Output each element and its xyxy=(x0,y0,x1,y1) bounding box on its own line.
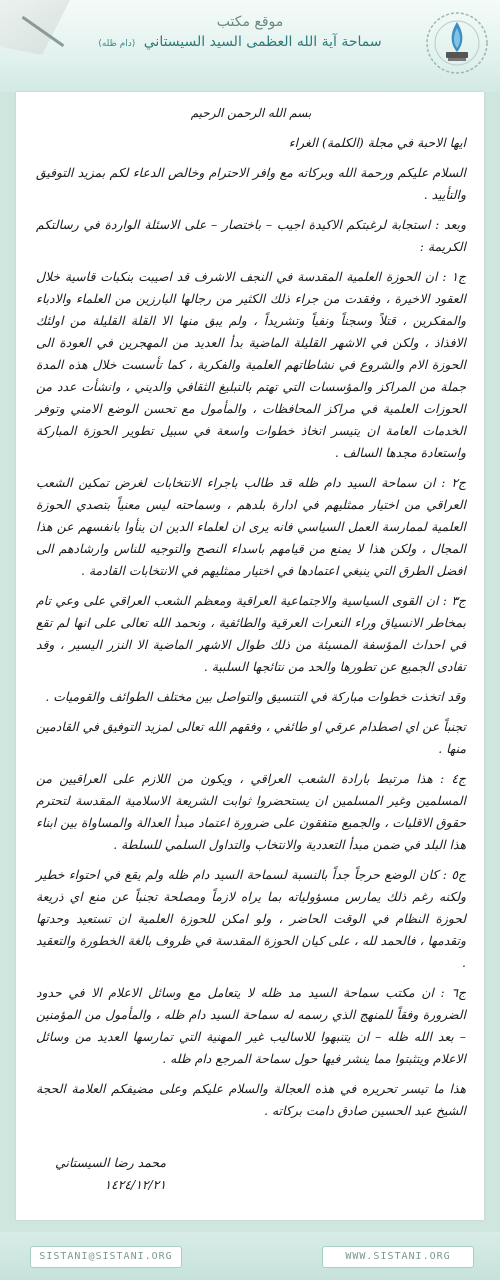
site-name: موقع مكتب xyxy=(216,14,284,30)
site-title-text: سماحة آية الله العظمى السيد السيستاني xyxy=(143,34,382,50)
letter-paragraph: تجنباً عن اي اصطدام عرقي او طائفي ، وفقهم الله تعالى لمزيد التوفيق في القادمين منها . xyxy=(36,719,466,756)
site-header xyxy=(0,0,500,92)
letter-paragraph: ج٣ : ان القوى السياسية والاجتماعية العراقية ومعظم الشعب العراقي على وعي تام بمخاطر الانسياق وراء النعرات العرقية والطائفية ، ونحمد الله تعالى على انها لم تقع في احداث المؤسفة المسيئة من ذلك طوال الاشهر الماضية الا النزر اليسير ، وقد تفادى الجميع عن تطورها والحد من نتائجها السلبية . xyxy=(36,593,466,674)
letter-paragraph: ج٦ : ان مكتب سماحة السيد مد ظله لا يتعامل مع وسائل الاعلام الا في حدود الضرورة وفقاً للمنهج الذي رسمه له سماحة السيد دام ظله ، والمأمول من المؤمنين – بعد الله ظله – ان يتنبهوا للاساليب غير المهنية التي تمارسها العديد من وسائل الاعلام ويتثبتوا مما ينشر فيها حول سماحة المرجع دام ظله . xyxy=(36,985,466,1066)
letter-paragraph: وبعد : استجابة لرغبتكم الاكيدة اجيب – باختصار – على الاسئلة الواردة في رسالتكم الكريمة : xyxy=(36,217,466,254)
basmala: بسم الله الرحمن الرحيم xyxy=(190,106,312,120)
honorific-label: (دام ظله) xyxy=(98,39,136,49)
letter-paragraph: ج١ : ان الحوزة العلمية المقدسة في النجف الاشرف قد اصيبت بنكبات قاسية خلال العقود الاخيرة ، وفقدت من جراء ذلك الكثير من رجالها البارزين من العلماء والادباء والمفكرين ، قتلاً وسجناً ونفياً وتشريداً ، ولم يبق منها الا القلة القليلة من اولئك الافذاذ ، ولكن في الاشهر القليلة الماضية بدأ العديد من المهجرين في العودة الى الحوزة الام والشروع في نشاطاتهم العلمية والفكرية ، كما تأسست خلال هذه المدة جملة من المراكز والمؤسسات التي تهتم بالتبليغ الثقافي والديني ، وانشأت عدد من الحوزات العلمية في مراكز المحافظات ، والمأمول مع تحسن الوضع الامني وتوفر الخدمات العامة ان يتيسر اتخاذ خطوات واسعة في سبيل تطوير الحوزة المباركة واستعادة مجدها السالف . xyxy=(36,269,466,460)
site-footer xyxy=(0,1232,500,1280)
letter-body xyxy=(36,102,466,1212)
letter-paragraph: هذا ما تيسر تحريره في هذه العجالة والسلام عليكم وعلى مضيفكم العلامة الحجة الشيخ عبد الحسين صادق دامت بركاته . xyxy=(36,1081,466,1118)
signature-block xyxy=(46,1152,166,1196)
letter-paragraph: ج٥ : كان الوضع حرجاً جداً بالنسبة لسماحة السيد دام ظله ولم يقع في احتواء خطير ولكنه رغم ذلك يمارس مسؤولياته بما يراه لازماً ومصلحة تجنباً عن منع اي ذريعة لحوزة النظام في الوقت الحاضر ، ولو امكن للحوزة العلمية ان تستعيد وحدتها وتقدمها ، فالحمد لله ، على كيان الحوزة المقدسة في ظروف بالغة الخطورة والتعقيد . xyxy=(36,867,466,970)
office-logo-icon[interactable] xyxy=(424,10,490,76)
site-title[interactable] xyxy=(60,34,420,50)
letter-paragraph: السلام عليكم ورحمة الله وبركاته مع وافر الاحترام وخالص الدعاء لكم بمزيد التوفيق والتأييد . xyxy=(36,165,466,202)
letter-paragraph: وقد اتخذت خطوات مباركة في التنسيق والتواصل بين مختلف الطوائف والقوميات . xyxy=(45,689,466,704)
letter-paragraph: ج٤ : هذا مرتبط بارادة الشعب العراقي ، ويكون من اللازم على العراقيين من المسلمين وغير المسلمين ان يستحضروا ثوابت الشريعة الاسلامية المقدسة لتحترم حقوق الاقليات ، والجميع متفقون على ضرورة اعتماد مبدأ العدالة والمساواة بين ابناء هذا البلد في ضمن مبدأ التعددية والانتخاب والتداول السلمي للسلطة . xyxy=(36,771,466,852)
signature-date: ١٤٢٤/١٢/٢١ xyxy=(104,1177,166,1192)
letter-paragraph: ج٢ : ان سماحة السيد دام ظله قد طالب باجراء الانتخابات لغرض تمكين الشعب العراقي من اختيار ممثليهم في ادارة بلدهم ، وسماحته ليس معنياً بتصدي الحوزة العلمية لممارسة العمل السياسي فانه يرى ان لعلماء الدين ان ينأوا بانفسهم عن هذا المجال ، ولكن هذا لا يمنع من قيامهم باسداء النصح والتوجيه للناس وارشادهم الى افضل الطرق التي ينبغي اعتمادها في اختيار ممثليهم في الانتخابات القادمة . xyxy=(36,475,466,578)
email-link[interactable]: SISTANI@SISTANI.ORG xyxy=(30,1246,182,1268)
signature-name: محمد رضا السيستاني xyxy=(55,1155,166,1170)
website-link[interactable]: WWW.SISTANI.ORG xyxy=(322,1246,474,1268)
letter-paragraph: ايها الاحبة في مجلة (الكلمة) الغراء xyxy=(288,135,466,150)
